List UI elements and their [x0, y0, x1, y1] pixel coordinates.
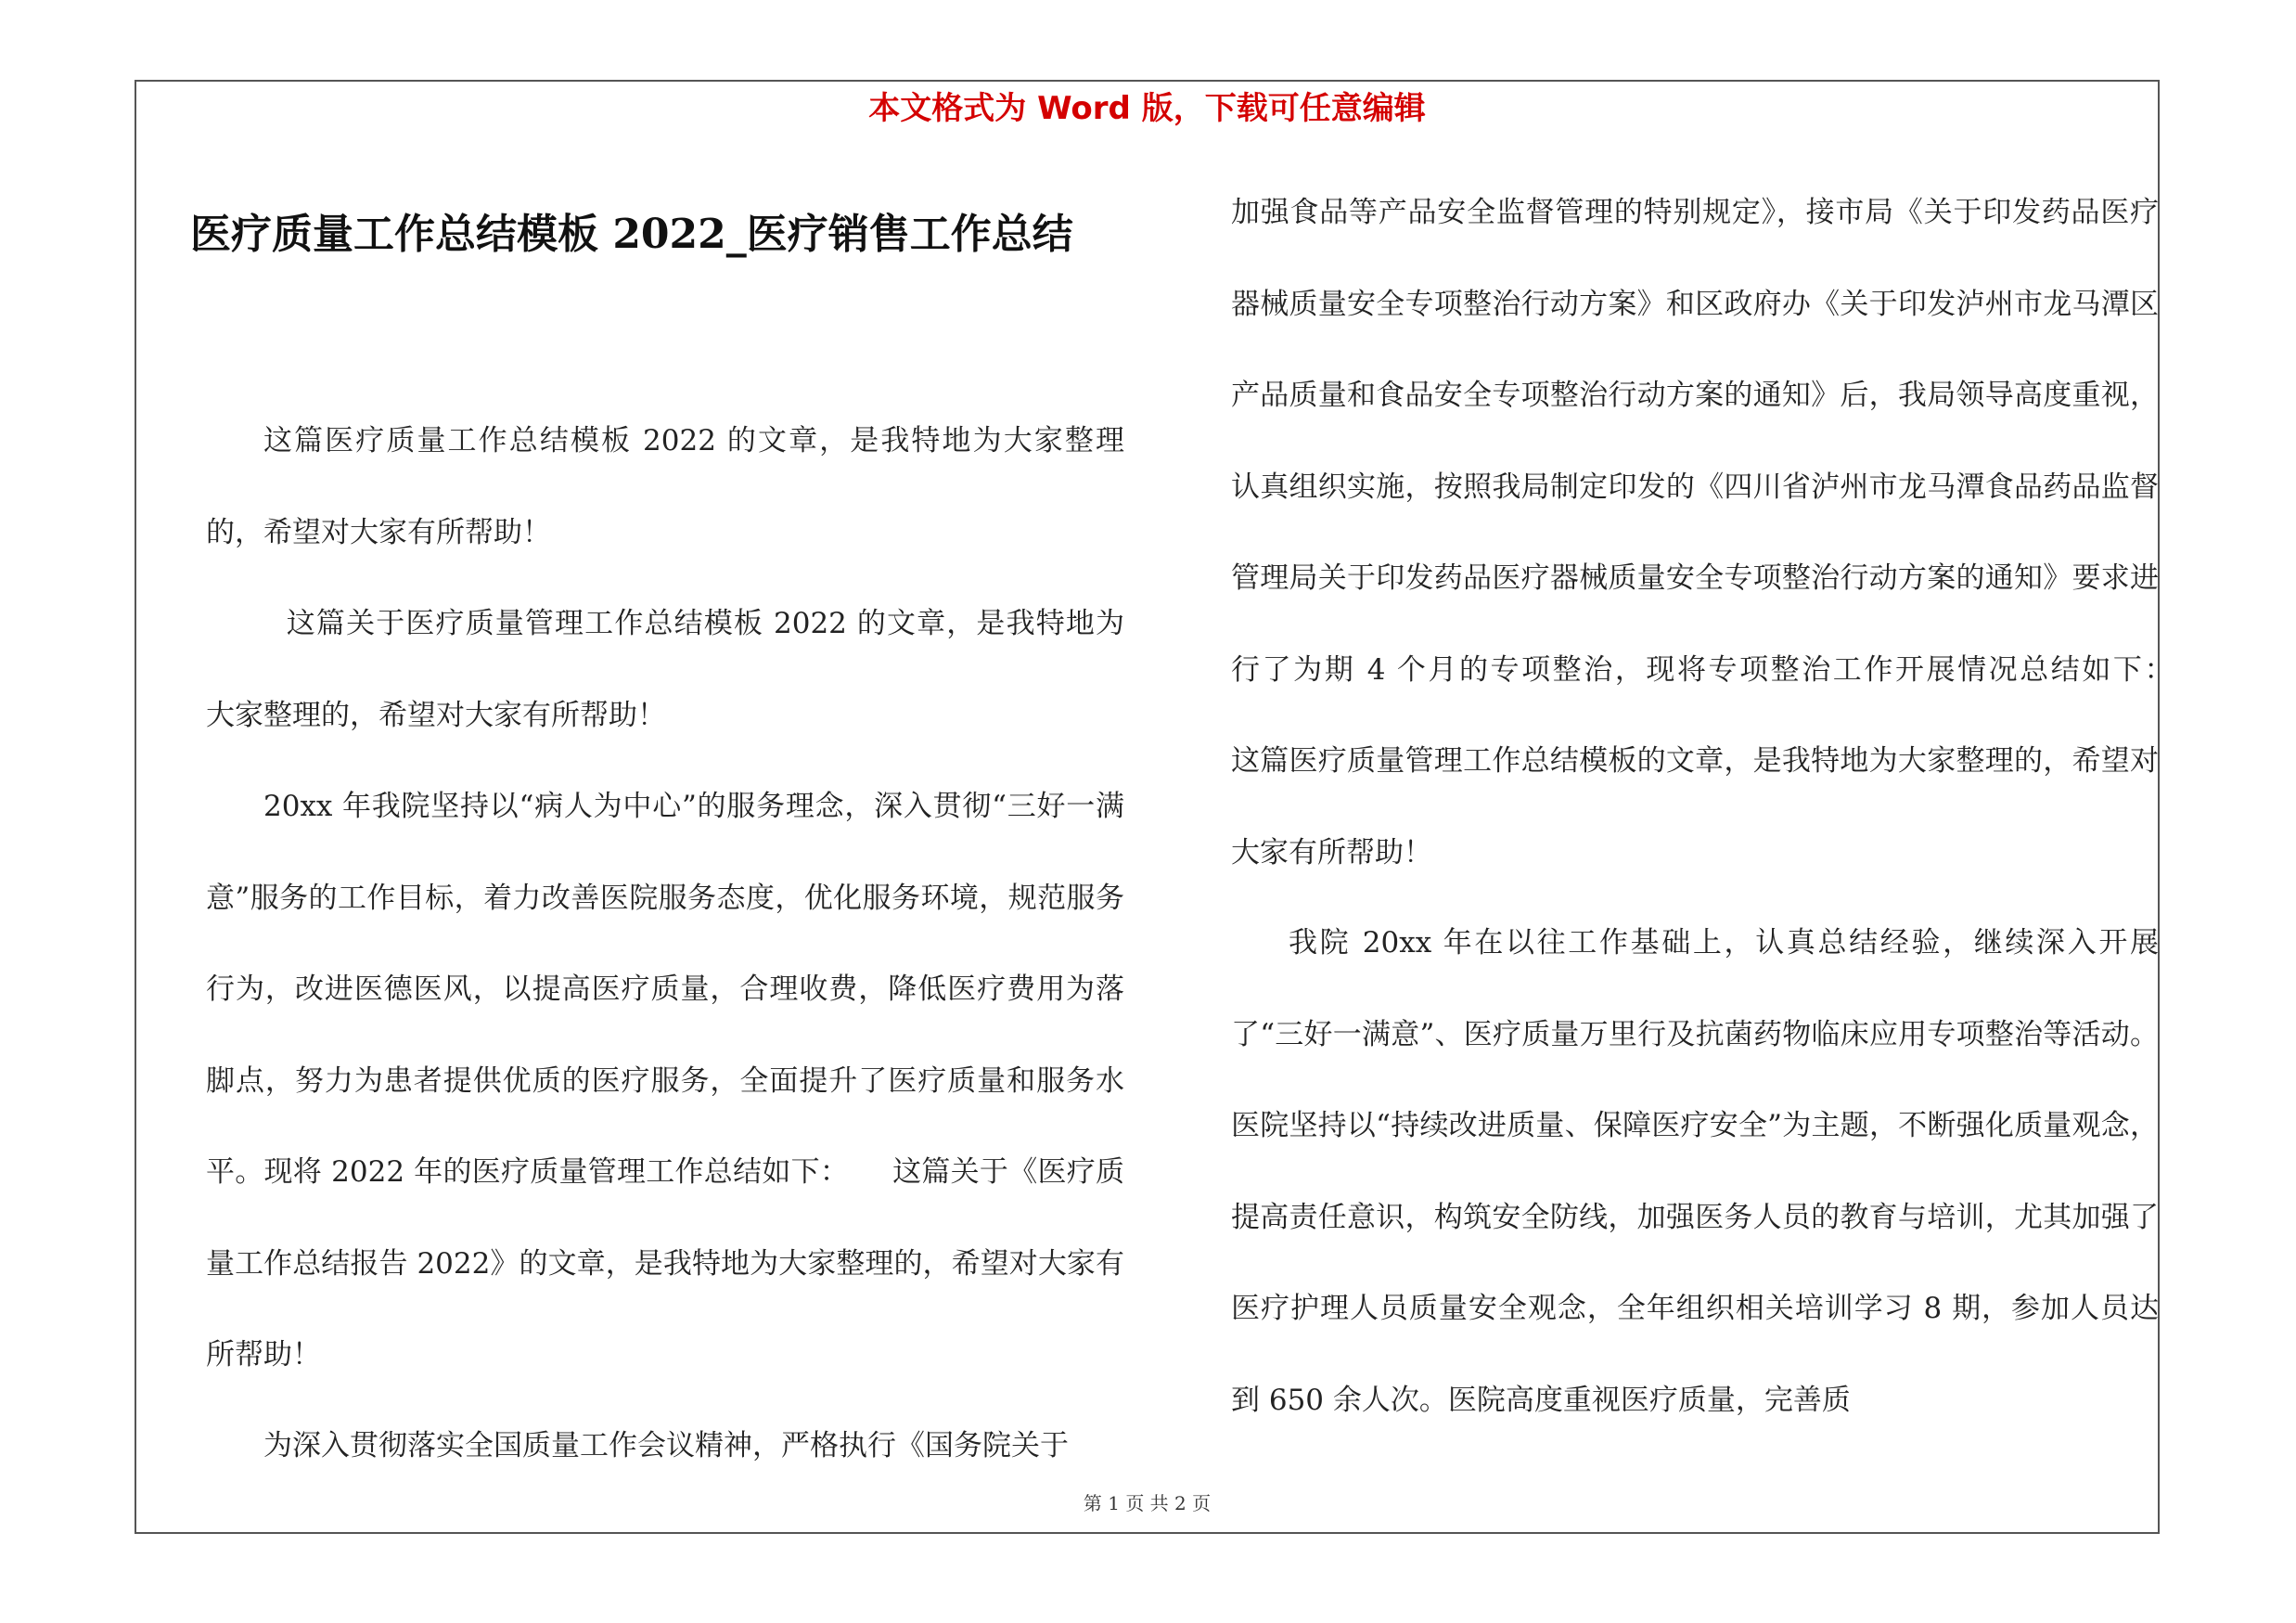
- document-title: 医疗质量工作总结模板 2022_医疗销售工作总结: [190, 211, 1073, 258]
- format-banner: 本文格式为 Word 版，下载可任意编辑: [868, 90, 1426, 127]
- right-paragraph-2: 我院 20xx 年在以往工作基础上，认真总结经验，继续深入开展了“三好一满意”、医疗质量万里行及抗菌药物临床应用专项整治等活动。医院坚持以“持续改进质量、保障医疗安全”为主题，不断强化质量观念，提高责任意识，构筑安全防线，加强医务人员的教育与培训，尤其加强了医疗护理人员质量安全观念，全年组织相关培训学习 8 期，参加人员达到 650 余人次。医院高度重视医疗质量，完善质: [1231, 926, 2159, 1417]
- left-paragraph-2: 这篇关于医疗质量管理工作总结模板 2022 的文章，是我特地为大家整理的，希望对大家有所帮助！: [206, 607, 1124, 732]
- right-paragraph-1: 加强食品等产品安全监督管理的特别规定》，接市局《关于印发药品医疗器械质量安全专项整治行动方案》和区政府办《关于印发泸州市龙马潭区产品质量和食品安全专项整治行动方案的通知》后，我局领导高度重视，认真组织实施，按照我局制定印发的《四川省泸州市龙马潭食品药品监督管理局关于印发药品医疗器械质量安全专项整治行动方案的通知》要求进行了为期 4 个月的专项整治，现将专项整治工作开展情况总结如下： 这篇医疗质量管理工作总结模板的文章，是我特地为大家整理的，希望对大家有所帮助！: [1231, 196, 2216, 869]
- page-number: 第 1 页 共 2 页: [1083, 1492, 1212, 1514]
- left-paragraph-4: 为深入贯彻落实全国质量工作会议精神，严格执行《国务院关于: [263, 1429, 1069, 1462]
- left-paragraph-3: 20xx 年我院坚持以“病人为中心”的服务理念，深入贯彻“三好一满意”服务的工作目标，着力改善医院服务态度，优化服务环境，规范服务行为，改进医德医风，以提高医疗质量，合理收费，降低医疗费用为落脚点，努力为患者提供优质的医疗服务，全面提升了医疗质量和服务水平。现将 2022 年的医疗质量管理工作总结如下： 这篇关于《医疗质量工作总结报告 2022》的文章，是我特地为大家整理的，希望对大家有所帮助！: [206, 790, 1124, 1372]
- left-paragraph-1: 这篇医疗质量工作总结模板 2022 的文章，是我特地为大家整理的，希望对大家有所帮助！: [206, 424, 1124, 549]
